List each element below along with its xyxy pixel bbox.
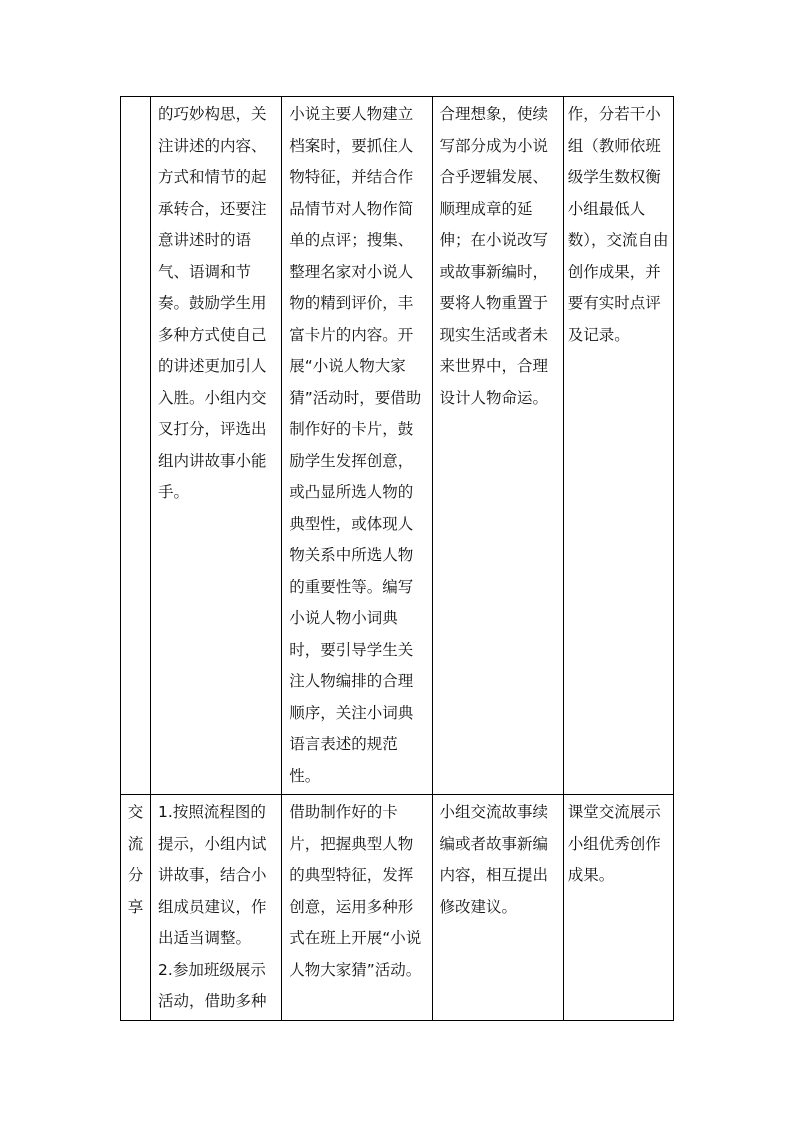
- outcome-text: 课堂交流展示小组优秀创作成果。: [567, 803, 661, 884]
- assessment-cell: [432, 795, 563, 1021]
- teacher-guidance-cell: [282, 795, 432, 1021]
- table-row: [121, 795, 674, 1021]
- student-activity-step-2: 2.参加班级展示活动，借助多种: [158, 960, 267, 1010]
- student-activity-cell: [151, 97, 282, 795]
- student-activity-cell: [151, 795, 282, 1021]
- student-activity-text: 的巧妙构思，关注讲述的内容、方式和情节的起承转合，还要注意讲述时的语气、语调和节奏。鼓励学生用多种方式使自己的讲述更加引人入胜。小组内交叉打分，评选出组内讲故事小能手。: [158, 105, 267, 501]
- assessment-cell: [432, 97, 563, 795]
- teacher-guidance-text: 小说主要人物建立档案时，要抓住人物特征，并结合作品情节对人物作简单的点评；搜集、整理名家对小说人物的精到评价，丰富卡片的内容。开展“小说人物大家猜”活动时，要借助制作好的卡片，鼓励学生发挥创意，或凸显所选人物的典型性，或体现人物关系中所选人物的重要性等。编写小说人物小词典时，要引导学生关注人物编排的合理顺序，关注小词典语言表述的规范性。: [289, 105, 422, 785]
- outcome-text: 作，分若干小组（教师依班级学生数权衡小组最低人数），交流自由创作成果，并要有实时点评及记录。: [567, 105, 669, 344]
- lesson-plan-table: [120, 96, 674, 1021]
- assessment-text: 小组交流故事续编或者故事新编内容，相互提出修改建议。: [439, 803, 549, 916]
- stage-label: [121, 795, 150, 923]
- stage-char: 享: [127, 897, 144, 916]
- student-activity-step-1: 1.按照流程图的提示，小组内试讲故事，结合小组成员建议，作出适当调整。: [158, 803, 267, 947]
- stage-char: 流: [127, 834, 144, 853]
- outcome-cell: [563, 97, 673, 795]
- teacher-guidance-text: 借助制作好的卡片，把握典型人物的典型特征，发挥创意，运用多种形式在班上开展“小说人物大家猜”活动。: [289, 803, 422, 979]
- table-row: [121, 97, 674, 795]
- stage-char: 交: [127, 803, 144, 821]
- stage-cell: [121, 795, 151, 1021]
- teacher-guidance-cell: [282, 97, 432, 795]
- outcome-cell: [563, 795, 673, 1021]
- stage-cell: [121, 97, 151, 795]
- stage-char: 分: [127, 866, 144, 884]
- assessment-text: 合理想象，使续写部分成为小说合乎逻辑发展、顺理成章的延伸；在小说改写或故事新编时，要将人物重置于现实生活或者未来世界中，合理设计人物命运。: [439, 105, 549, 407]
